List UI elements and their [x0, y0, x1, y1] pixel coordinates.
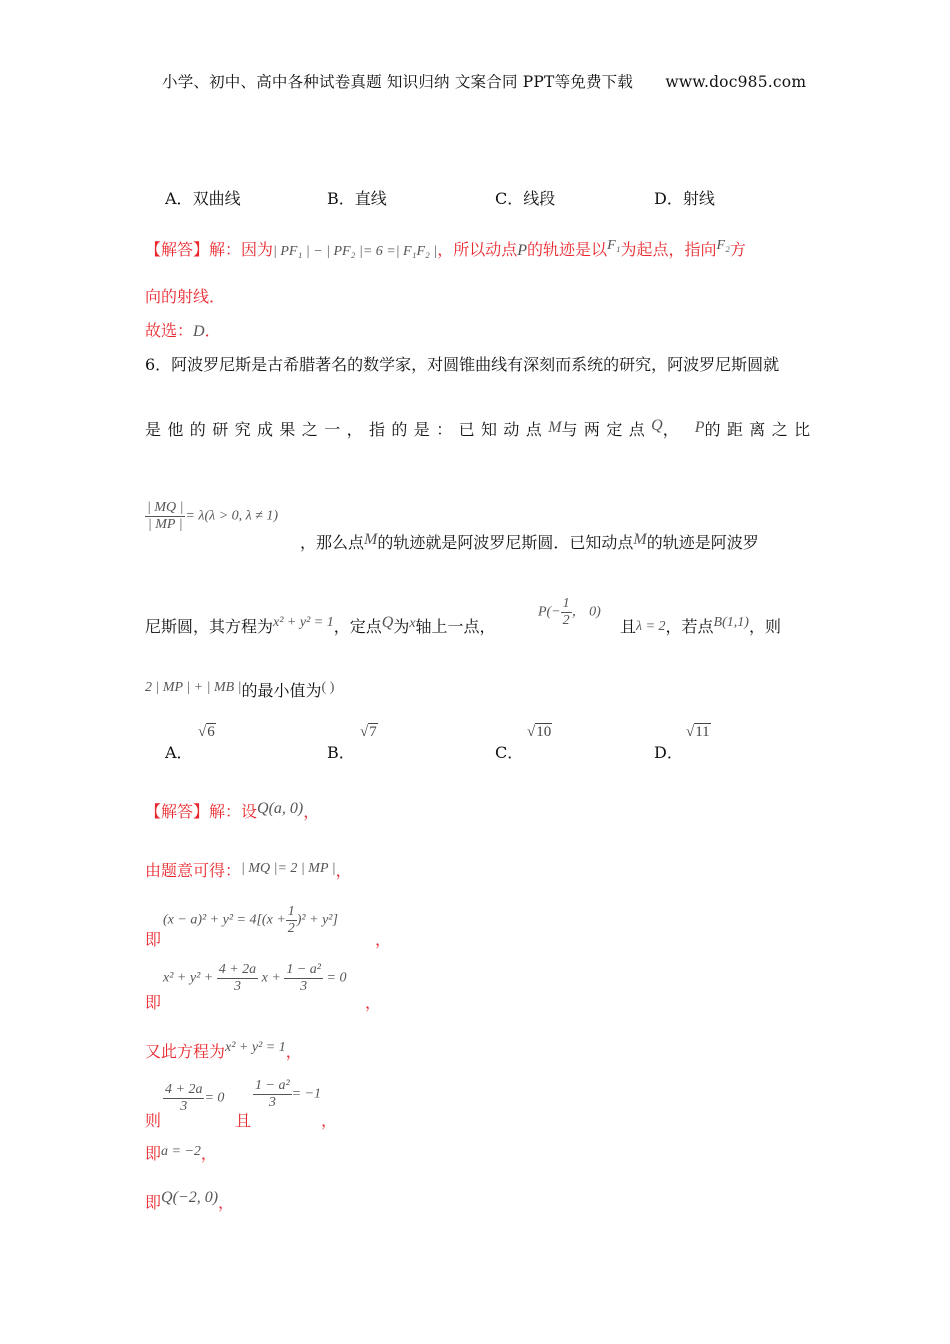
q6-option-b-value: √7: [360, 724, 377, 740]
q5-solution-line2: 向的射线．: [145, 287, 226, 306]
header-banner: [162, 70, 806, 92]
solution-a-value: 即a = −2，: [145, 1144, 217, 1163]
q6-line1: 6．阿波罗尼斯是古希腊著名的数学家，对圆锥曲线有深刻而系统的研究，阿波罗尼斯圆就: [145, 355, 780, 374]
solution-ze: 则 且 ，: [145, 1111, 338, 1130]
solution-ji-1: 即 ，: [145, 930, 392, 949]
q6-line3: ，那么点M的轨迹就是阿波罗尼斯圆．已知动点M的轨迹是阿波罗: [300, 531, 759, 552]
q5-option-b: B．直线: [327, 189, 387, 208]
q6-option-d-value: √11: [686, 724, 710, 740]
equation-4: $\frac{\text{1 − a²}}{3}$ = −1: [255, 1078, 322, 1110]
q5-option-c: C．线段: [495, 189, 556, 208]
q6-line2: 是他的研究成果之一，指的是：已知动点M与两定点Q， P的距离之比: [145, 417, 817, 439]
q6-option-d: D．: [654, 743, 683, 762]
q6-option-a-value: √6: [198, 724, 215, 740]
solution-q-final: 即Q(−2, 0)，: [145, 1189, 235, 1212]
ratio-formula: $\frac{| MQ |}{| MP |}$ = λ(λ > 0, λ ≠ 1): [147, 500, 279, 532]
solution-intro: 【解答】解：设Q(a, 0)，: [145, 800, 320, 821]
formula-pf: | PF₁ | − | PF₂ |= 6 =| F₁F₂ |: [273, 244, 438, 259]
q5-option-a: A．双曲线: [165, 189, 241, 208]
equation-2: x² + y² + $\frac{4 + 2a}{3}$ x + $\frac{\text{1 − a²}}{3}$ = 0: [163, 962, 347, 994]
q5-solution-line1: 【解答】解：因为| PF₁ | − | PF₂ |= 6 =| F₁F₂ |，所以动点P的轨迹是以F₁为起点，指向F₂方: [145, 238, 746, 259]
q5-answer: 故选：D．: [145, 321, 221, 340]
q6-line5: 2 | MP | + | MB |的最小值为( ): [145, 680, 335, 700]
equation-3: $\frac{4 + 2a}{3}$ = 0: [165, 1082, 225, 1114]
point-p-formula: P(− $\frac{1}{2}$ ， 0): [538, 596, 601, 628]
header-site-link[interactable]: www.doc985.com: [665, 73, 807, 91]
q6-line4-tail: 且λ = 2，若点B(1,1)，则: [620, 615, 781, 636]
q6-option-c: C．: [495, 743, 524, 762]
solution-step3: 又此方程为x² + y² = 1，: [145, 1040, 302, 1061]
header-text: 小学、初中、高中各种试卷真题 知识归纳 文案合同 PPT等免费下载: [162, 73, 634, 91]
q5-option-d: D．射线: [654, 189, 715, 208]
equation-1: (x − a)² + y² = 4[(x + $\frac{1}{2}$ )² + y²]: [163, 904, 338, 936]
solution-step1: 由题意可得：| MQ |= 2 | MP |，: [145, 861, 352, 880]
q6-line4: 尼斯圆，其方程为x² + y² = 1，定点Q为x轴上一点，: [145, 614, 496, 636]
solution-ji-2: 即 ，: [145, 993, 382, 1012]
q6-option-c-value: √10: [527, 724, 552, 740]
q6-option-a: A．: [165, 743, 193, 762]
q6-option-b: B．: [327, 743, 355, 762]
